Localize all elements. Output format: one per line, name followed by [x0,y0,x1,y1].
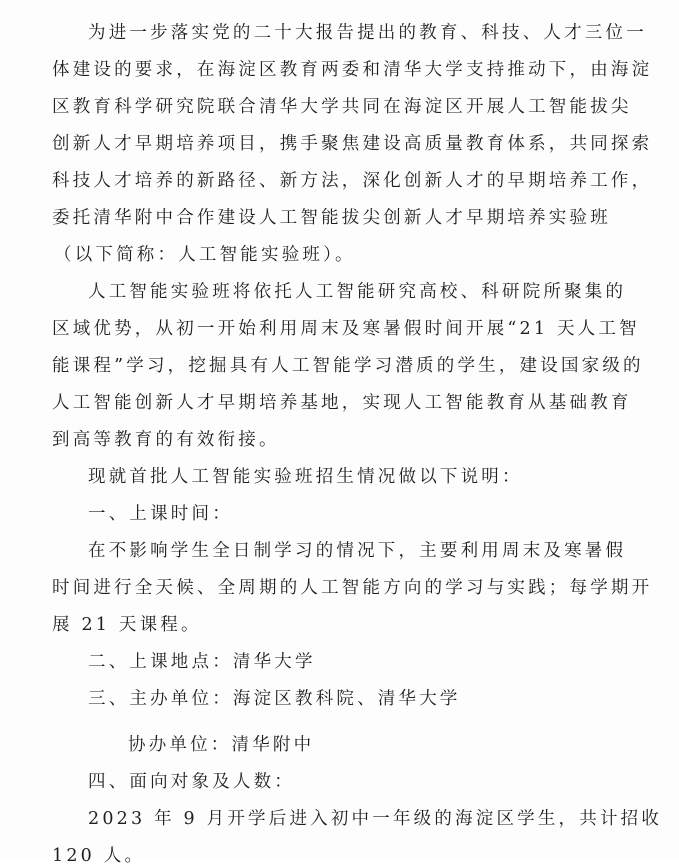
paragraph-line: 人工智能创新人才早期培养基地，实现人工智能教育从基础教育 [52,393,632,413]
paragraph-line: 能课程”学习，挖掘具有人工智能学习潜质的学生，建设国家级的 [52,356,644,376]
paragraph-line: 在不影响学生全日制学习的情况下，主要利用周末及寒暑假 [88,541,627,561]
paragraph-line: 人工智能实验班将依托人工智能研究高校、科研院所聚集的 [88,282,627,302]
paragraph-line: 区教育科学研究院联合清华大学共同在海淀区开展人工智能拔尖 [52,97,632,117]
section-heading: 四、面向对象及人数： [88,772,295,792]
paragraph-line: 区域优势，从初一开始利用周末及寒暑假时间开展“21 天人工智 [52,319,640,339]
paragraph-line: 为进一步落实党的二十大报告提出的教育、科技、人才三位一 [88,23,647,43]
paragraph-line: 创新人才早期培养项目，携手聚焦建设高质量教育体系，共同探索 [52,134,653,154]
paragraph-line: 到高等教育的有效衔接。 [52,430,280,450]
section-heading: 二、上课地点：清华大学 [88,652,316,672]
paragraph-line: 120 人。 [52,846,146,866]
section-heading: 三、主办单位：海淀区教科院、清华大学 [88,689,461,709]
paragraph-line: 2023 年 9 月开学后进入初中一年级的海淀区学生，共计招收 [88,809,663,829]
paragraph-line: 体建设的要求，在海淀区教育两委和清华大学支持推动下，由海淀 [52,60,653,80]
paragraph-line: 展 21 天课程。 [52,615,202,635]
paragraph-line: 委托清华附中合作建设人工智能拔尖创新人才早期培养实验班 [52,208,611,228]
co-organizer-line: 协办单位：清华附中 [128,735,315,755]
section-heading: 一、上课时间： [88,504,233,524]
intro-line: 现就首批人工智能实验班招生情况做以下说明： [88,467,523,487]
paragraph-line: 科技人才培养的新路径、新方法，深化创新人才的早期培养工作， [52,171,653,191]
paragraph-line: （以下简称：人工智能实验班）。 [54,245,356,265]
paragraph-line: 时间进行全天候、全周期的人工智能方向的学习与实践；每学期开 [52,578,653,598]
